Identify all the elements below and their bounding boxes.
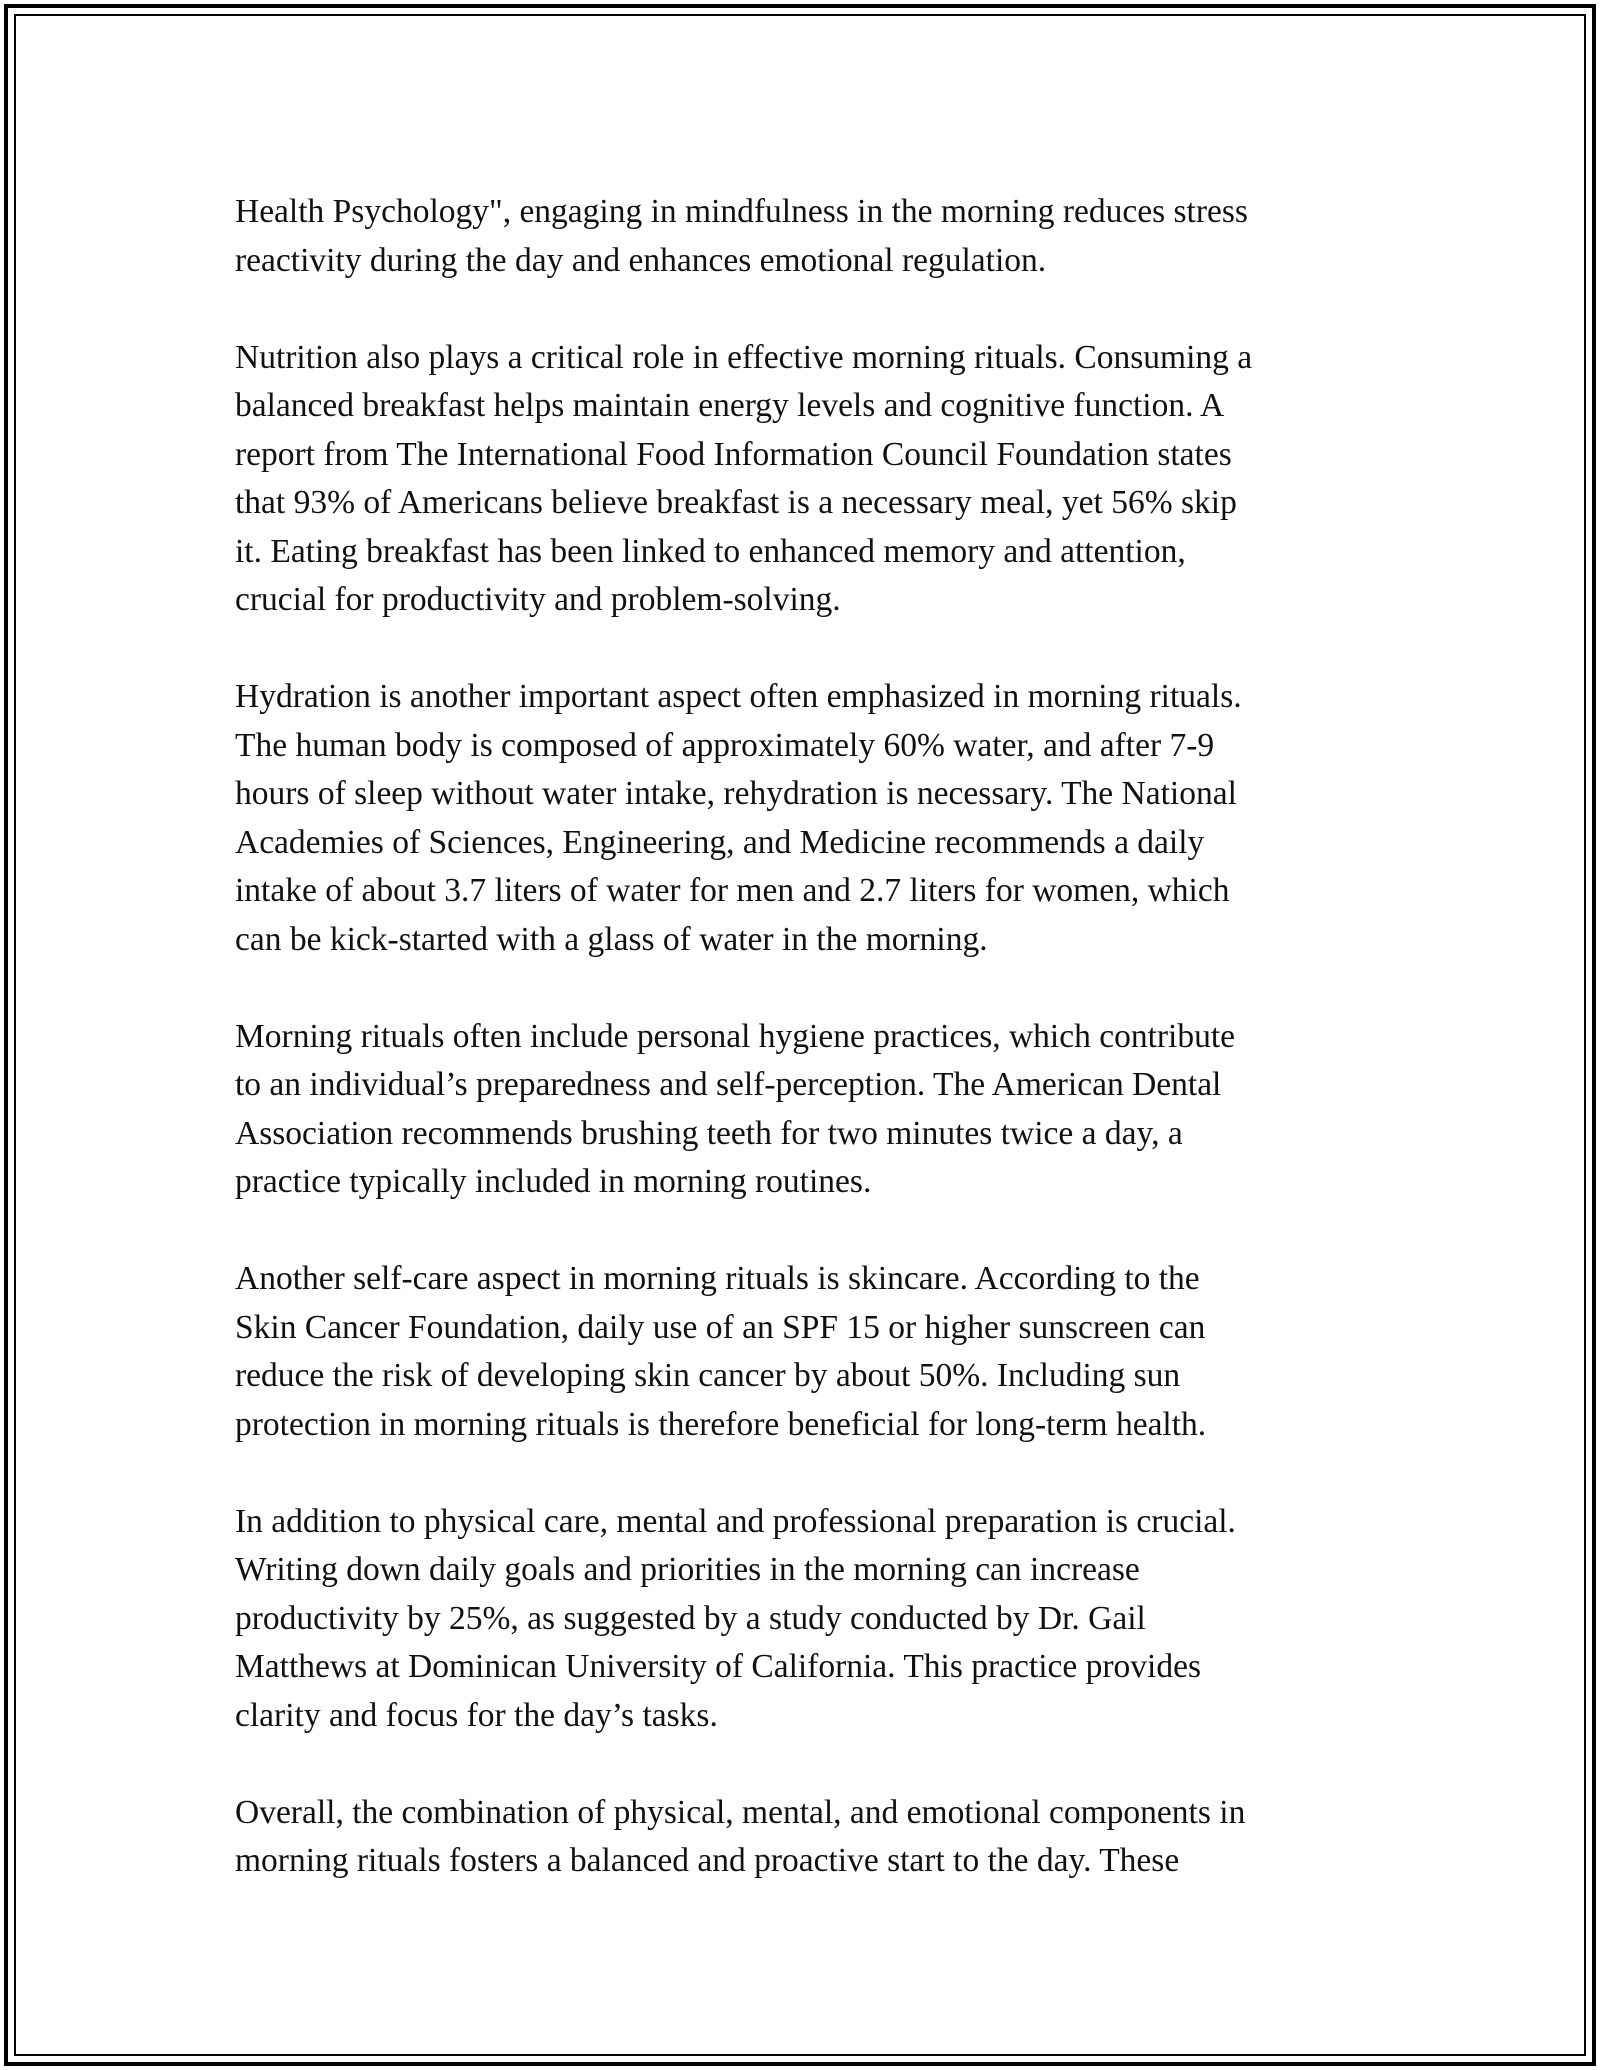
text-line: Association recommends brushing teeth for two minutes twice a day, a <box>235 1114 1183 1152</box>
text-line: it. Eating breakfast has been linked to enhanced memory and attention, <box>235 532 1186 570</box>
text-line: Skin Cancer Foundation, daily use of an SPF 15 or higher sunscreen can <box>235 1308 1206 1346</box>
text-line: Hydration is another important aspect often emphasized in morning rituals. <box>235 678 1242 715</box>
paragraph-hydration <box>235 673 1365 964</box>
text-line: Writing down daily goals and priorities in the morning can increase <box>235 1551 1140 1588</box>
text-line: productivity by 25%, as suggested by a study conducted by Dr. Gail <box>235 1599 1146 1637</box>
text-line: practice typically included in morning routines. <box>235 1163 872 1200</box>
paragraph-overall <box>235 1789 1365 1886</box>
text-line: can be kick-started with a glass of water in the morning. <box>235 920 988 958</box>
text-line: Health Psychology", engaging in mindfulness in the morning reduces stress <box>235 193 1248 230</box>
text-line: balanced breakfast helps maintain energy levels and cognitive function. A <box>235 387 1225 424</box>
paragraph-skincare <box>235 1255 1365 1449</box>
text-line: crucial for productivity and problem-solving. <box>235 581 841 618</box>
text-line: morning rituals fosters a balanced and proactive start to the day. These <box>235 1842 1180 1879</box>
text-line: clarity and focus for the day’s tasks. <box>235 1696 718 1734</box>
text-line: Morning rituals often include personal hygiene practices, which contribute <box>235 1017 1236 1055</box>
text-line: The human body is composed of approximately 60% water, and after 7-9 <box>235 726 1215 764</box>
paragraph-hygiene <box>235 1013 1365 1207</box>
text-line: hours of sleep without water intake, rehydration is necessary. The National <box>235 775 1237 812</box>
text-line: Matthews at Dominican University of California. This practice provides <box>235 1648 1201 1685</box>
text-line: reduce the risk of developing skin cancer by about 50%. Including sun <box>235 1357 1181 1394</box>
text-line: report from The International Food Information Council Foundation states <box>235 435 1232 473</box>
text-line: to an individual’s preparedness and self-perception. The American Dental <box>235 1066 1222 1103</box>
text-line: Another self-care aspect in morning rituals is skincare. According to the <box>235 1260 1200 1297</box>
paragraph-mindfulness <box>235 188 1365 285</box>
text-line: Overall, the combination of physical, mental, and emotional components in <box>235 1793 1246 1831</box>
text-line: reactivity during the day and enhances emotional regulation. <box>235 241 1047 279</box>
text-line: Nutrition also plays a critical role in effective morning rituals. Consuming a <box>235 338 1253 376</box>
paragraph-goals <box>235 1498 1365 1741</box>
document-body <box>235 188 1365 1934</box>
paragraph-nutrition <box>235 334 1365 625</box>
text-line: Academies of Sciences, Engineering, and Medicine recommends a daily <box>235 823 1205 861</box>
text-line: In addition to physical care, mental and professional preparation is crucial. <box>235 1502 1236 1540</box>
text-line: that 93% of Americans believe breakfast is a necessary meal, yet 56% skip <box>235 484 1237 521</box>
text-line: protection in morning rituals is therefore beneficial for long-term health. <box>235 1405 1207 1443</box>
text-line: intake of about 3.7 liters of water for men and 2.7 liters for women, which <box>235 872 1230 909</box>
